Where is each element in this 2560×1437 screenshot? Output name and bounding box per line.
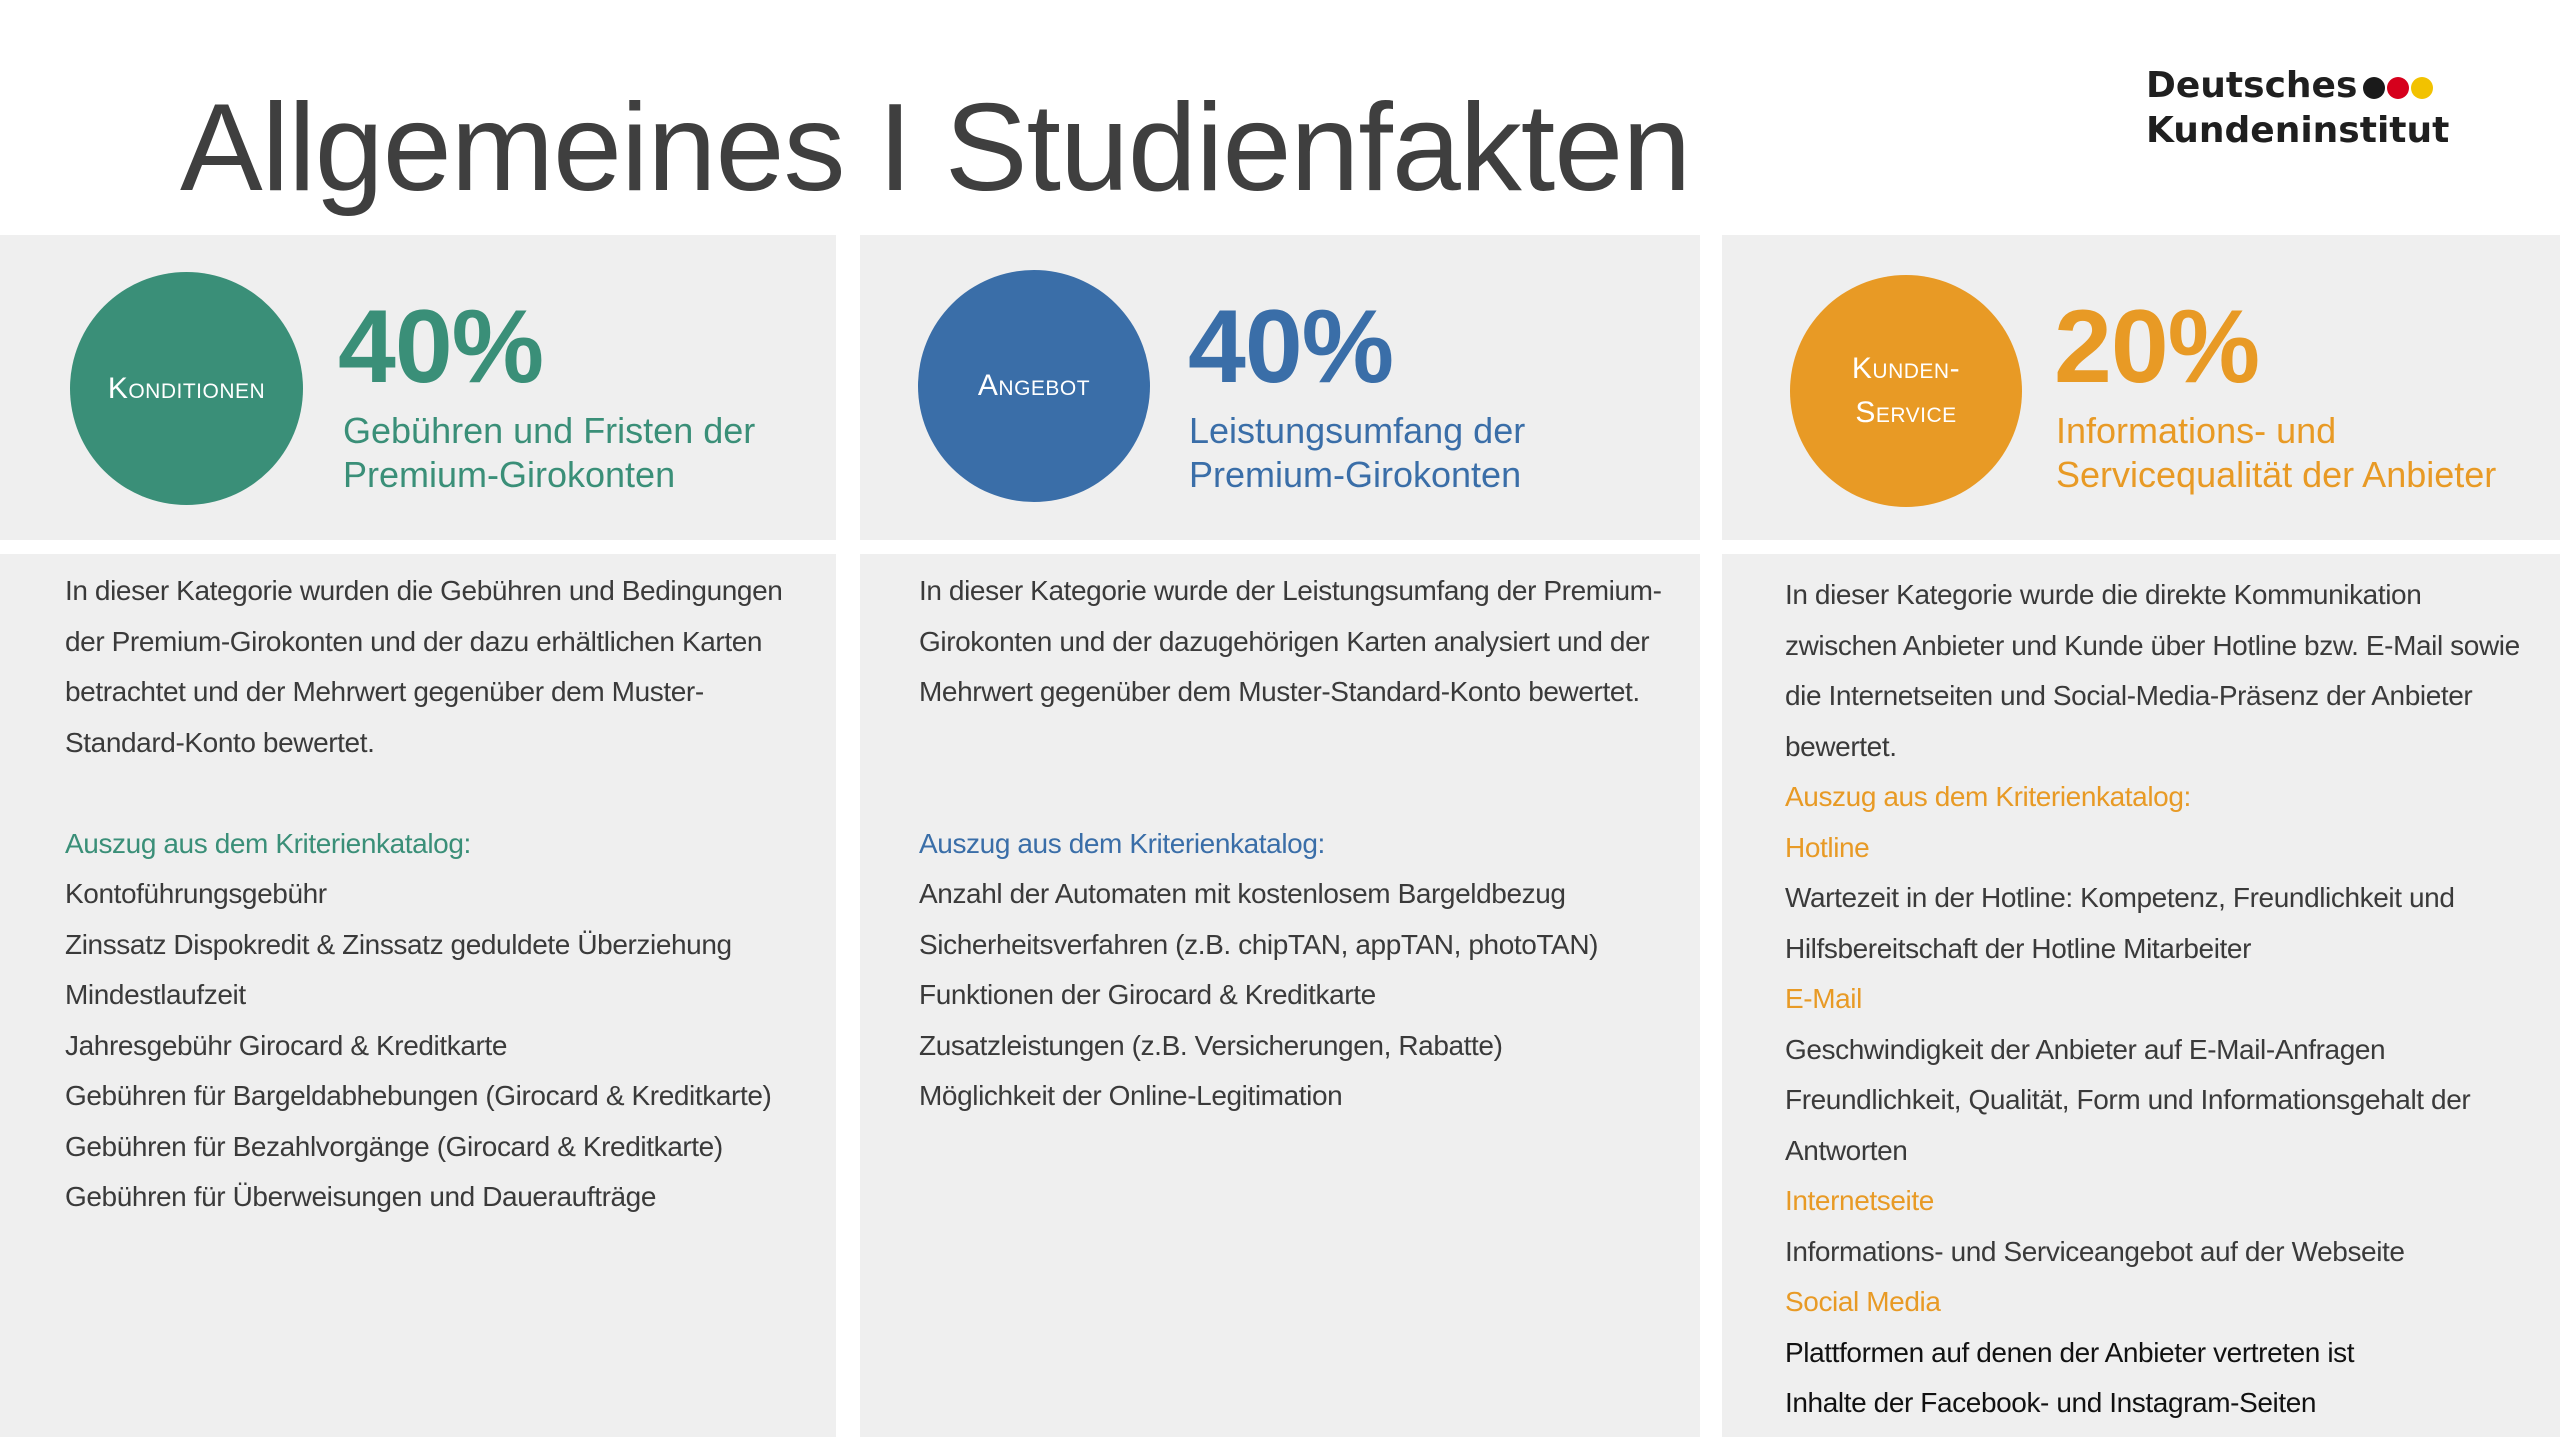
weight-percent: 40% <box>1188 289 1394 405</box>
intro-line: In dieser Kategorie wurden die Gebühren und Bedingungen <box>65 575 783 606</box>
criterion: Anzahl der Automaten mit kostenlosem Bargeldbezug <box>919 878 1566 909</box>
intro-line: betrachtet und der Mehrwert gegenüber dem Muster- <box>65 676 704 707</box>
intro-line: zwischen Anbieter und Kunde über Hotline bzw. E-Mail sowie <box>1785 629 2520 661</box>
logo-dot-black <box>2363 77 2385 99</box>
category-subtitle-line-2: Premium-Girokonten <box>1189 454 1522 495</box>
category-subtitle-line-2: Servicequalität der Anbieter <box>2056 454 2497 495</box>
criterion: Sicherheitsverfahren (z.B. chipTAN, appTAN, photoTAN) <box>919 928 1599 960</box>
group-heading-internetseite: Internetseite <box>1785 1185 1934 1216</box>
column-body <box>0 554 836 1437</box>
catalog-heading: Auszug aus dem Kriterienkatalog: <box>919 827 1325 859</box>
intro-line: bewertet. <box>1785 730 1897 762</box>
criterion: Funktionen der Girocard & Kreditkarte <box>919 979 1376 1010</box>
intro-line: In dieser Kategorie wurde die direkte Kommunikation <box>1785 579 2422 610</box>
category-circle: Kunden- Service <box>1790 275 2022 507</box>
criterion: Wartezeit in der Hotline: Kompetenz, Freundlichkeit und <box>1785 882 2455 913</box>
group-heading-email: E-Mail <box>1785 983 1862 1014</box>
criterion: Informations- und Serviceangebot auf der Webseite <box>1785 1235 2405 1267</box>
catalog-heading: Auszug aus dem Kriterienkatalog: <box>1785 781 2191 812</box>
criterion: Freundlichkeit, Qualität, Form und Informationsgehalt der <box>1785 1084 2471 1115</box>
criterion: Gebühren für Bezahlvorgänge (Girocard & Kreditkarte) <box>65 1130 723 1162</box>
criterion: Zusatzleistungen (z.B. Versicherungen, Rabatte) <box>919 1029 1503 1061</box>
criterion: Jahresgebühr Girocard & Kreditkarte <box>65 1029 507 1061</box>
criterion: Antworten <box>1785 1134 1908 1166</box>
logo-dots <box>2363 65 2435 109</box>
category-subtitle-line-1: Leistungsumfang der <box>1189 410 1526 451</box>
logo-line-1: Deutsches <box>2146 65 2358 106</box>
column-header <box>1722 235 2560 540</box>
category-circle: Angebot <box>918 270 1150 502</box>
weight-percent: 40% <box>338 289 544 405</box>
column-text <box>1785 570 2520 1429</box>
criterion: Inhalte der Facebook- und Instagram-Seiten <box>1785 1387 2317 1418</box>
intro-line: die Internetseiten und Social-Media-Präsenz der Anbieter <box>1785 680 2473 711</box>
criterion: Geschwindigkeit der Anbieter auf E-Mail-Anfragen <box>1785 1033 2386 1065</box>
catalog-heading: Auszug aus dem Kriterienkatalog: <box>65 827 471 859</box>
group-heading-social-media: Social Media <box>1785 1286 1941 1317</box>
weight-percent: 20% <box>2054 289 2260 405</box>
logo-line-2: Kundeninstitut <box>2146 110 2450 151</box>
column-header <box>0 235 836 540</box>
criterion: Gebühren für Bargeldabhebungen (Girocard & Kreditkarte) <box>65 1080 772 1111</box>
page-title: Allgemeines I Studienfakten <box>180 79 1691 217</box>
criterion: Möglichkeit der Online-Legitimation <box>919 1080 1343 1111</box>
column-header <box>860 235 1700 540</box>
intro-line: In dieser Kategorie wurde der Leistungsumfang der Premium- <box>919 575 1662 606</box>
logo <box>2146 64 2450 153</box>
category-subtitle-line-2: Premium-Girokonten <box>343 454 676 495</box>
criterion: Zinssatz Dispokredit & Zinssatz geduldete Überziehung <box>65 928 732 960</box>
logo-dot-gold <box>2411 77 2433 99</box>
intro-line: Girokonten und der dazugehörigen Karten analysiert und der <box>919 625 1650 657</box>
intro-line: der Premium-Girokonten und der dazu erhältlichen Karten <box>65 625 763 657</box>
criterion: Mindestlaufzeit <box>65 979 246 1010</box>
criterion: Gebühren für Überweisungen und Daueraufträge <box>65 1181 657 1212</box>
criterion: Kontoführungsgebühr <box>65 878 327 909</box>
group-heading-hotline: Hotline <box>1785 831 1870 863</box>
category-subtitle-line-1: Gebühren und Fristen der <box>343 410 756 451</box>
intro-line: Mehrwert gegenüber dem Muster-Standard-Konto bewertet. <box>919 676 1640 707</box>
column-body <box>1722 554 2560 1437</box>
criterion: Plattformen auf denen der Anbieter vertreten ist <box>1785 1336 2355 1368</box>
category-subtitle-line-1: Informations- und <box>2056 410 2337 451</box>
category-circle: Konditionen <box>70 272 303 505</box>
logo-dot-red <box>2387 77 2409 99</box>
criterion: Hilfsbereitschaft der Hotline Mitarbeiter <box>1785 932 2252 964</box>
column-body <box>860 554 1700 1437</box>
column-text <box>919 566 1662 1122</box>
intro-line: Standard-Konto bewertet. <box>65 726 375 758</box>
column-text <box>65 566 782 1223</box>
